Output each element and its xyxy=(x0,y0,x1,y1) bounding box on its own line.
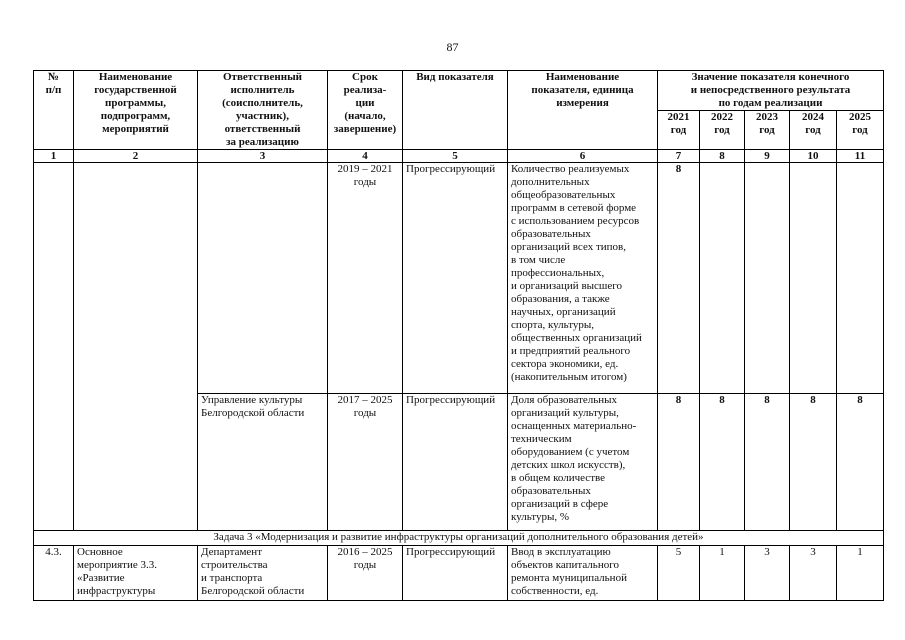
header-num: № п/п xyxy=(34,71,74,150)
value-cell: 8 xyxy=(658,163,700,394)
header-period: Срок реализа- ции (начало, завершение) xyxy=(328,71,403,150)
value-cell xyxy=(745,163,790,394)
header-indicator-kind: Вид показателя xyxy=(403,71,508,150)
row-num-cell xyxy=(34,163,74,531)
header-executor: Ответственный исполнитель (соисполнитель, участник), ответственный за реализацию xyxy=(198,71,328,150)
row-indicator-kind: Прогрессирующий xyxy=(403,394,508,531)
value-cell: 8 xyxy=(700,394,745,531)
table-row xyxy=(34,163,884,394)
column-number: 4 xyxy=(328,150,403,163)
header-year: 2023 год xyxy=(745,111,790,150)
value-cell xyxy=(700,163,745,394)
column-number: 10 xyxy=(790,150,837,163)
header-program-name: Наименование государственной программы, подпрограмм, мероприятий xyxy=(74,71,198,150)
value-cell: 3 xyxy=(745,546,790,601)
value-cell: 8 xyxy=(745,394,790,531)
column-number: 3 xyxy=(198,150,328,163)
value-cell: 1 xyxy=(837,546,884,601)
column-number: 9 xyxy=(745,150,790,163)
row-indicator-name: Ввод в эксплуатацию объектов капитального ремонта муниципальной собственности, ед. xyxy=(508,546,658,601)
row-indicator-kind: Прогрессирующий xyxy=(403,546,508,601)
value-cell: 1 xyxy=(700,546,745,601)
row-period: 2017 – 2025 годы xyxy=(328,394,403,531)
row-period: 2019 – 2021 годы xyxy=(328,163,403,394)
value-cell: 5 xyxy=(658,546,700,601)
header-values-group: Значение показателя конечного и непосредственного результата по годам реализации xyxy=(658,71,884,111)
value-cell: 8 xyxy=(658,394,700,531)
program-table xyxy=(33,70,884,601)
header-indicator-name: Наименование показателя, единица измерения xyxy=(508,71,658,150)
row-period: 2016 – 2025 годы xyxy=(328,546,403,601)
column-number: 1 xyxy=(34,150,74,163)
value-cell xyxy=(837,163,884,394)
table-row xyxy=(34,546,884,601)
row-program-name: Основное мероприятие 3.3. «Развитие инфраструктуры xyxy=(74,546,198,601)
value-cell xyxy=(790,163,837,394)
header-year: 2024 год xyxy=(790,111,837,150)
column-number: 2 xyxy=(74,150,198,163)
value-cell: 3 xyxy=(790,546,837,601)
column-number: 6 xyxy=(508,150,658,163)
row-indicator-name: Доля образовательных организаций культуры, оснащенных материально- техническим оборудованием (с учетом детских школ искусств), в общем количестве образовательных организаций в сфере культуры, % xyxy=(508,394,658,531)
row-indicator-name: Количество реализуемых дополнительных общеобразовательных программ в сетевой форме с использованием ресурсов образовательных организаций всех типов, в том числе профессиональных, и организаций высшего образования, а также научных, организаций спорта, культуры, общественных организаций и предприятий реального сектора экономики, ед. (накопительным итогом) xyxy=(508,163,658,394)
column-number: 5 xyxy=(403,150,508,163)
value-cell: 8 xyxy=(837,394,884,531)
row-num: 4.3. xyxy=(34,546,74,601)
value-cell: 8 xyxy=(790,394,837,531)
task-title: Задача 3 «Модернизация и развитие инфраструктуры организаций дополнительного образования детей» xyxy=(34,531,884,546)
row-indicator-kind: Прогрессирующий xyxy=(403,163,508,394)
row-executor xyxy=(198,163,328,394)
header-year: 2025 год xyxy=(837,111,884,150)
header-year: 2022 год xyxy=(700,111,745,150)
task-row xyxy=(34,531,884,546)
row-executor: Управление культуры Белгородской области xyxy=(198,394,328,531)
column-number: 8 xyxy=(700,150,745,163)
row-executor: Департамент строительства и транспорта Белгородской области xyxy=(198,546,328,601)
column-number: 7 xyxy=(658,150,700,163)
header-row xyxy=(34,71,884,111)
page-number: 87 xyxy=(446,40,459,54)
column-number: 11 xyxy=(837,150,884,163)
column-numbers-row xyxy=(34,150,884,163)
header-year: 2021 год xyxy=(658,111,700,150)
row-name-cell xyxy=(74,163,198,531)
